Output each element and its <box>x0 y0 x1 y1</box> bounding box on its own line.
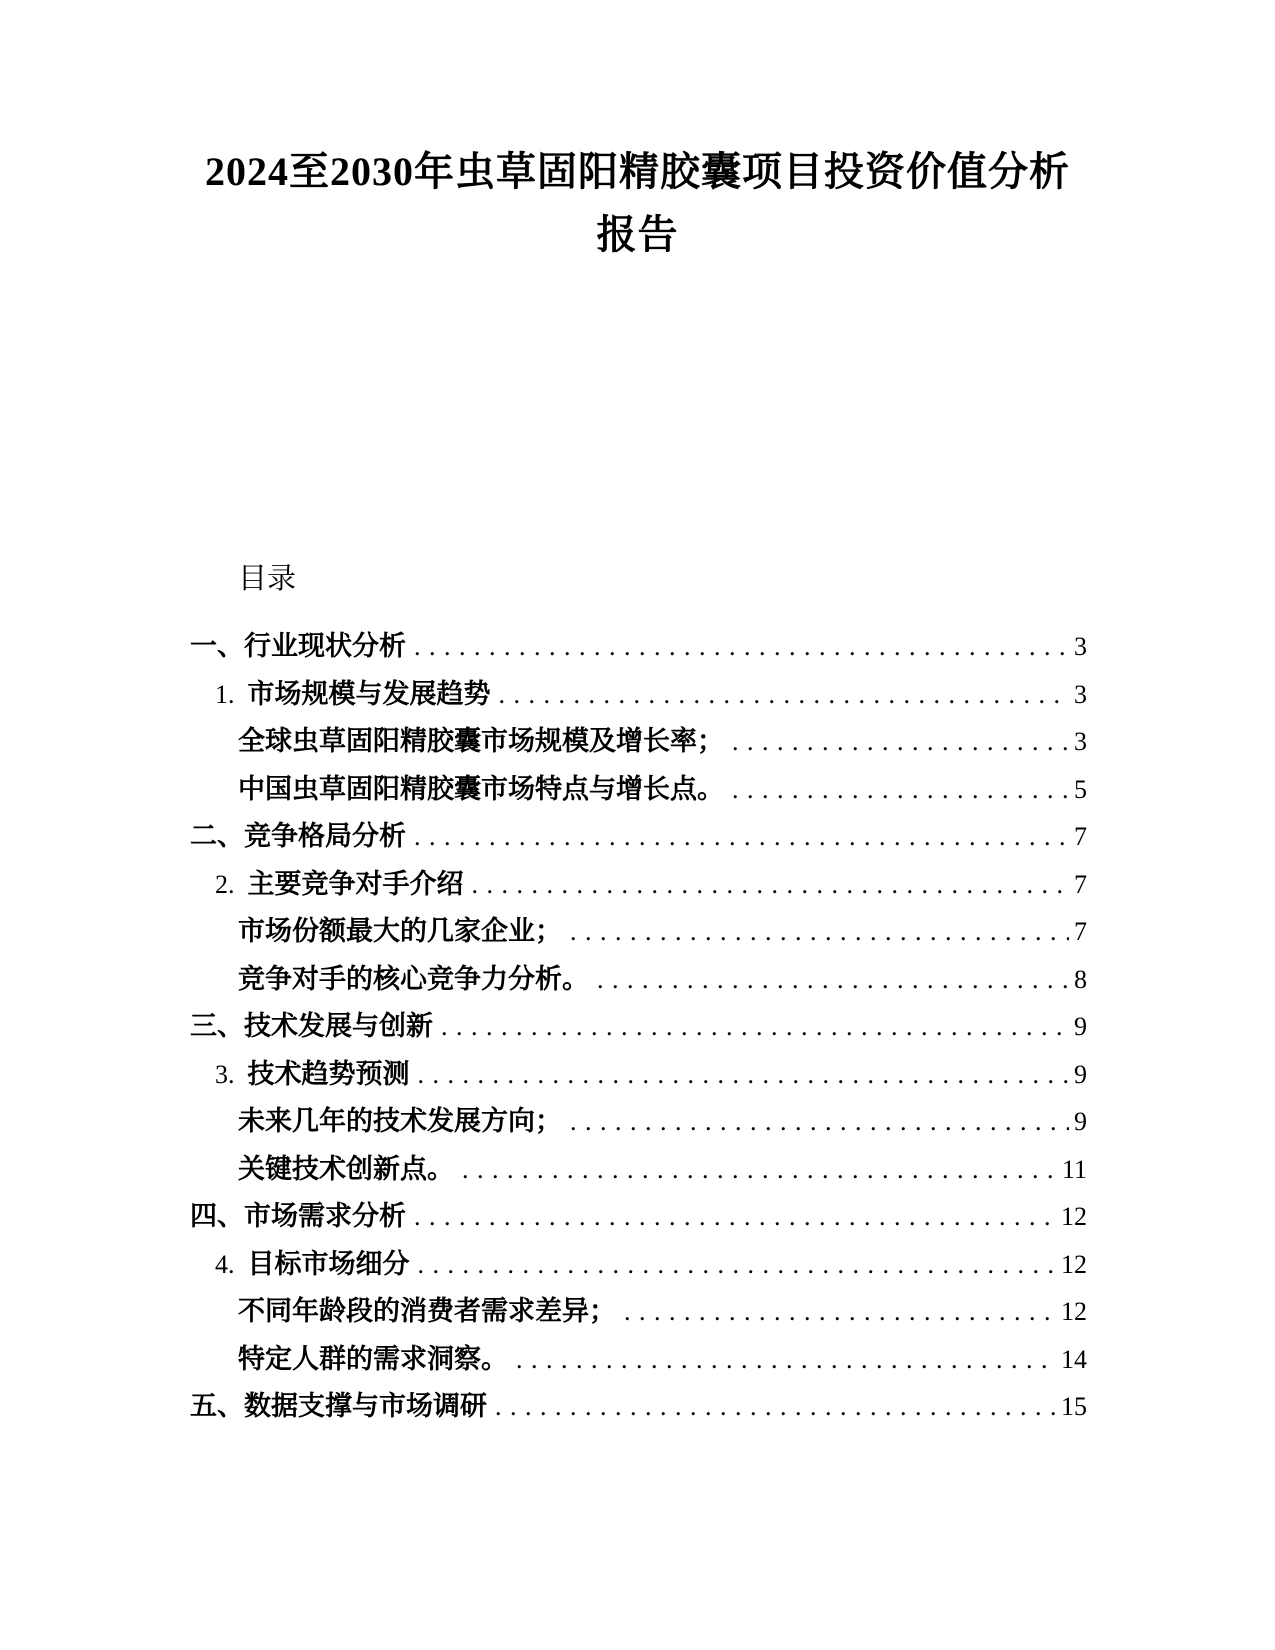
toc-leader-dots <box>472 861 1070 909</box>
toc-entry[interactable] <box>190 956 1087 1004</box>
toc-entry-number-prefix: 1. <box>215 679 235 709</box>
toc-leader-dots <box>418 1241 1057 1289</box>
toc-entry-label: 竞争对手的核心竞争力分析。 <box>238 963 589 994</box>
toc-entry-page: 14 <box>1061 1344 1087 1374</box>
toc-leader-dots <box>570 1098 1069 1146</box>
toc-entry-label: 目标市场细分 <box>247 1248 410 1279</box>
toc-entry-label: 全球虫草固阳精胶囊市场规模及增长率； <box>238 726 724 756</box>
toc-entry-label: 特定人群的需求洞察。 <box>238 1343 508 1374</box>
toc-entry[interactable] <box>190 908 1087 956</box>
toc-entry[interactable] <box>190 1288 1087 1336</box>
toc-entry[interactable] <box>190 1383 1087 1431</box>
toc-entry-page: 9 <box>1074 1012 1087 1041</box>
toc-entry-label: 未来几年的技术发展方向； <box>238 1106 562 1136</box>
toc-entry[interactable] <box>190 623 1087 671</box>
toc-entry[interactable] <box>190 718 1087 766</box>
toc-entry-page: 12 <box>1061 1297 1087 1326</box>
toc-entry[interactable] <box>190 1098 1087 1146</box>
toc-leader-dots <box>414 813 1069 861</box>
toc-entry-label: 一、行业现状分析 <box>190 631 406 661</box>
toc-entry-page: 3 <box>1074 679 1087 709</box>
toc-entry[interactable] <box>190 1146 1087 1194</box>
toc-entry-page: 8 <box>1074 964 1087 994</box>
toc-entry[interactable] <box>190 671 1087 719</box>
toc-entry-label: 市场份额最大的几家企业； <box>238 916 562 946</box>
toc-entry-label: 五、数据支撑与市场调研 <box>190 1391 487 1421</box>
toc-entry-label: 二、竞争格局分析 <box>190 821 406 851</box>
toc-entry-number-prefix: 2. <box>215 869 235 899</box>
toc-entry-page: 12 <box>1061 1249 1087 1279</box>
toc-entry-label: 四、市场需求分析 <box>190 1201 406 1231</box>
toc-leader-dots <box>516 1336 1056 1384</box>
toc-entry-label: 关键技术创新点。 <box>238 1153 454 1184</box>
toc-leader-dots <box>495 1383 1056 1431</box>
toc-leader-dots <box>414 623 1069 671</box>
toc-entry-page: 11 <box>1061 1154 1087 1184</box>
toc-entry-page: 3 <box>1074 727 1087 756</box>
toc-leader-dots <box>418 1051 1070 1099</box>
toc-leader-dots <box>462 1146 1057 1194</box>
toc-entry-number-prefix: 4. <box>215 1249 235 1279</box>
toc-entry[interactable] <box>190 1051 1087 1099</box>
toc-leader-dots <box>499 671 1070 719</box>
toc-leader-dots <box>414 1193 1056 1241</box>
toc-entry-label: 三、技术发展与创新 <box>190 1011 433 1041</box>
toc-entry-page: 15 <box>1061 1392 1087 1421</box>
toc-entry[interactable] <box>190 766 1087 814</box>
toc-entry[interactable] <box>190 813 1087 861</box>
toc-entry-page: 5 <box>1074 774 1087 804</box>
toc-entry-page: 9 <box>1074 1107 1087 1136</box>
toc-leader-dots <box>570 908 1069 956</box>
toc-leader-dots <box>732 718 1069 766</box>
toc-leader-dots <box>597 956 1069 1004</box>
toc-entry[interactable] <box>190 1003 1087 1051</box>
toc-entry-page: 12 <box>1061 1202 1087 1231</box>
toc-leader-dots <box>732 766 1069 814</box>
toc-entry-label: 技术趋势预测 <box>247 1058 410 1089</box>
toc-heading: 目录 <box>238 563 297 595</box>
toc-leader-dots <box>624 1288 1056 1336</box>
toc-entry[interactable] <box>190 1336 1087 1384</box>
toc-entry-label: 市场规模与发展趋势 <box>247 678 491 709</box>
toc-entry[interactable] <box>190 1241 1087 1289</box>
toc-entry-page: 3 <box>1074 632 1087 661</box>
toc-entry-number-prefix: 3. <box>215 1059 235 1089</box>
toc-entry-label: 中国虫草固阳精胶囊市场特点与增长点。 <box>238 773 724 804</box>
toc-entry-label: 不同年龄段的消费者需求差异； <box>238 1296 616 1326</box>
toc-entry-page: 9 <box>1074 1059 1087 1089</box>
toc-entry-label: 主要竞争对手介绍 <box>247 868 464 899</box>
toc-entry[interactable] <box>190 1193 1087 1241</box>
toc-list <box>190 623 1087 1431</box>
toc-entry-page: 7 <box>1074 917 1087 946</box>
document-title: 2024至2030年虫草固阳精胶囊项目投资价值分析报告 <box>205 149 1070 257</box>
toc-entry-page: 7 <box>1074 822 1087 851</box>
toc-entry[interactable] <box>190 861 1087 909</box>
toc-leader-dots <box>441 1003 1069 1051</box>
toc-entry-page: 7 <box>1074 869 1087 899</box>
